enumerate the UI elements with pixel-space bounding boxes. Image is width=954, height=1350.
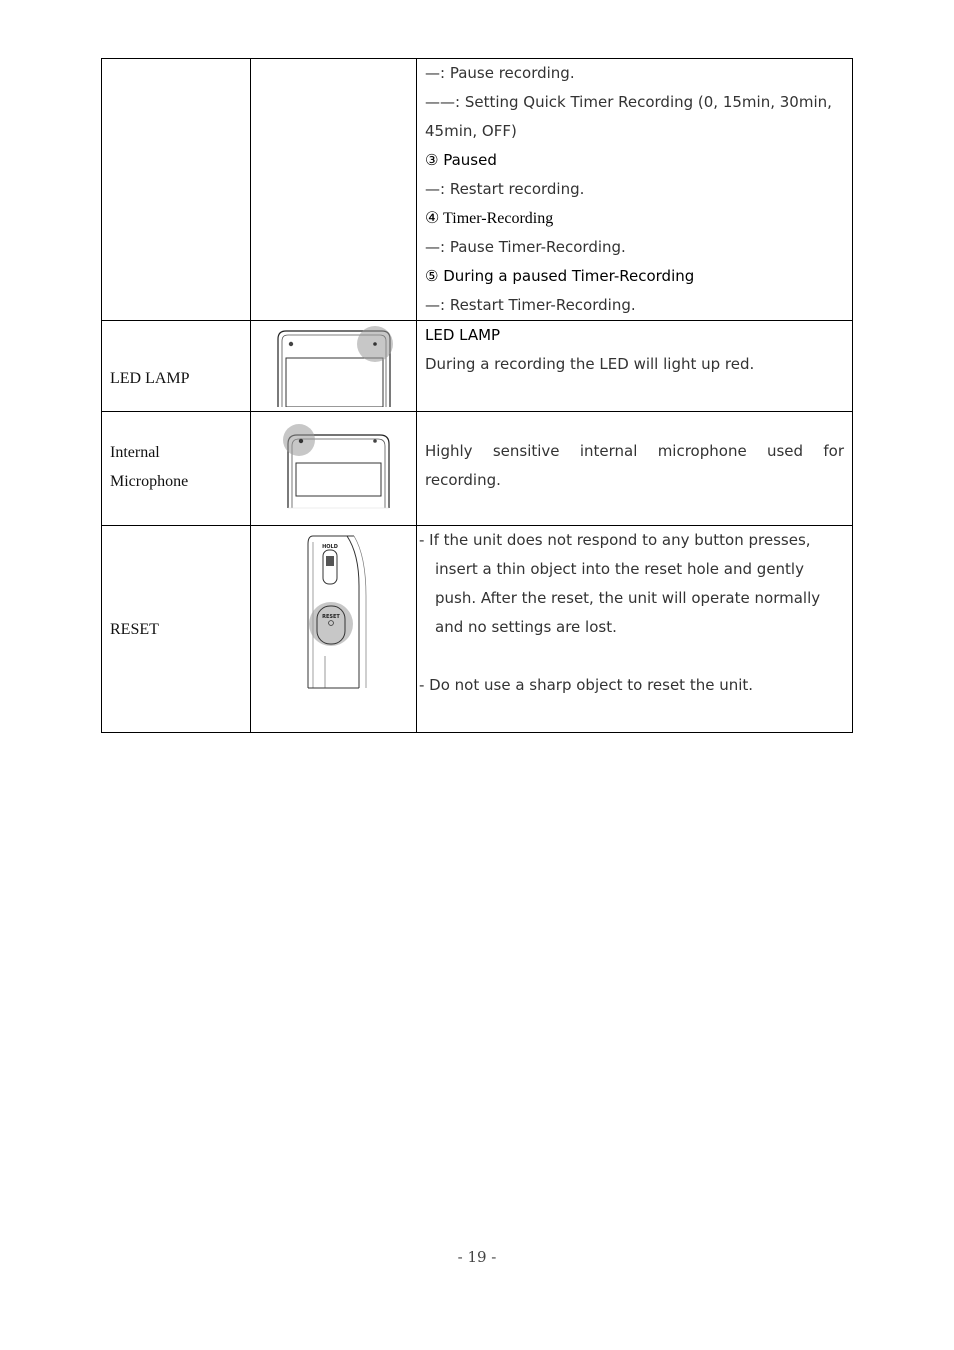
reset-illustration xyxy=(251,526,416,728)
description-cell xyxy=(417,526,853,733)
table-row-led-lamp xyxy=(102,321,853,412)
desc-line: —: Pause recording. xyxy=(425,64,575,82)
microphone-illustration xyxy=(251,412,416,521)
desc-line: —: Pause Timer-Recording. xyxy=(425,238,626,256)
desc-line: ——: Setting Quick Timer Recording (0, 15min, 30min, xyxy=(425,93,832,111)
desc-line: push. After the reset, the unit will operate normally xyxy=(435,589,821,607)
name-cell-empty xyxy=(102,59,251,321)
name-cell xyxy=(102,412,251,526)
image-cell-empty xyxy=(251,59,417,321)
description-cell xyxy=(417,321,853,412)
desc-line: - If the unit does not respond to any button presses, xyxy=(419,531,811,549)
desc-line: insert a thin object into the reset hole and gently xyxy=(435,560,804,578)
hold-label: HOLD xyxy=(322,544,338,550)
reset-label: RESET xyxy=(322,614,340,620)
page-number: - 19 - xyxy=(457,1248,497,1266)
name-cell xyxy=(102,526,251,733)
feature-name-line: Microphone xyxy=(110,473,189,490)
image-cell xyxy=(251,526,417,733)
desc-line: —: Restart Timer-Recording. xyxy=(425,296,636,314)
desc-line: Highly sensitive internal microphone used for xyxy=(425,442,844,460)
feature-table xyxy=(101,58,853,733)
desc-line: —: Restart recording. xyxy=(425,180,585,198)
table-row-continued xyxy=(102,59,853,321)
blank-line xyxy=(419,642,852,671)
desc-line: and no settings are lost. xyxy=(435,618,617,636)
desc-subheading: ③ Paused xyxy=(425,151,497,169)
description-cell-controls xyxy=(417,59,853,321)
feature-name: LED LAMP xyxy=(110,370,190,387)
desc-line: 45min, OFF) xyxy=(425,122,517,140)
image-cell xyxy=(251,412,417,526)
table-row-reset xyxy=(102,526,853,733)
image-cell xyxy=(251,321,417,412)
desc-line: During a recording the LED will light up red. xyxy=(425,355,755,373)
desc-subheading: ④ Timer-Recording xyxy=(425,210,554,227)
desc-heading: LED LAMP xyxy=(425,326,501,344)
led-lamp-illustration xyxy=(251,321,416,407)
desc-line: recording. xyxy=(425,471,501,489)
desc-subheading: ⑤ During a paused Timer-Recording xyxy=(425,267,695,285)
name-cell xyxy=(102,321,251,412)
desc-line: - Do not use a sharp object to reset the unit. xyxy=(419,676,754,694)
feature-name-line: Internal xyxy=(110,444,160,461)
feature-name: RESET xyxy=(110,620,159,638)
table-row-internal-microphone xyxy=(102,412,853,526)
description-cell xyxy=(417,412,853,526)
